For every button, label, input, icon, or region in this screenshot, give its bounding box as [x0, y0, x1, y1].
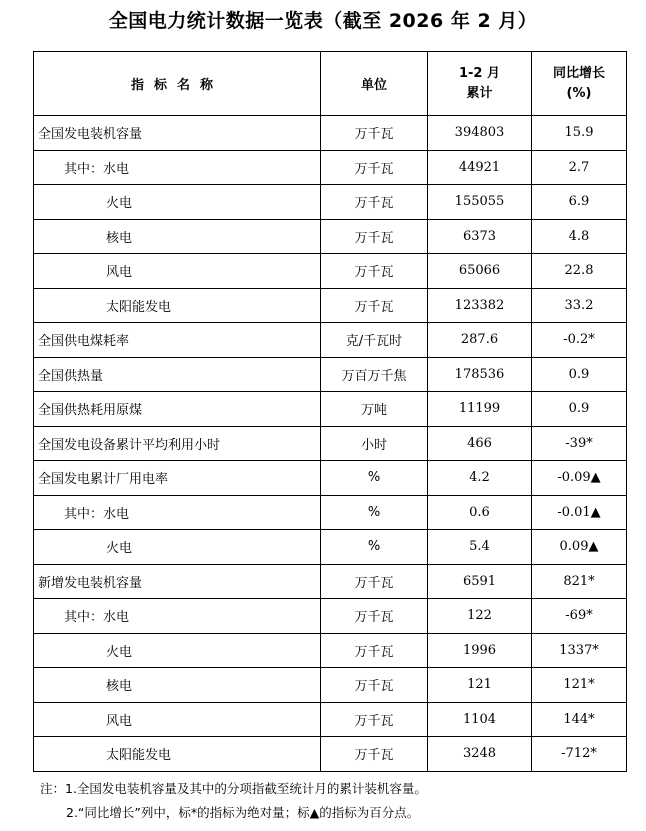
row-indicator: 其中：水电: [34, 495, 321, 530]
header-unit: 单位: [321, 52, 428, 116]
row-unit: 万千瓦: [321, 599, 428, 634]
row-indicator: 核电: [34, 219, 321, 254]
header-cumulative: 1-2 月 累计: [428, 52, 532, 116]
row-indicator: 全国供电煤耗率: [34, 323, 321, 358]
row-value: 1104: [428, 702, 532, 737]
row-unit: 万千瓦: [321, 668, 428, 703]
row-indicator: 核电: [34, 668, 321, 703]
row-unit: 万千瓦: [321, 185, 428, 220]
table-row: [34, 254, 627, 289]
row-indicator: 火电: [34, 530, 321, 565]
row-yoy: 4.8: [532, 219, 627, 254]
row-unit: 万百万千焦: [321, 357, 428, 392]
row-unit: 万千瓦: [321, 150, 428, 185]
row-unit: 小时: [321, 426, 428, 461]
row-yoy: 6.9: [532, 185, 627, 220]
row-indicator: 其中：水电: [34, 599, 321, 634]
row-yoy: 15.9: [532, 116, 627, 151]
row-indicator: 火电: [34, 633, 321, 668]
row-indicator: 新增发电装机容量: [34, 564, 321, 599]
row-value: 11199: [428, 392, 532, 427]
footnote-2: 2.“同比增长”列中，标*的指标为绝对量；标▲的指标为百分点。: [66, 805, 420, 820]
table-row: [34, 116, 627, 151]
row-value: 1996: [428, 633, 532, 668]
row-yoy: -69*: [532, 599, 627, 634]
row-value: 65066: [428, 254, 532, 289]
row-value: 466: [428, 426, 532, 461]
table-row: [34, 633, 627, 668]
row-value: 6373: [428, 219, 532, 254]
row-unit: %: [321, 530, 428, 565]
row-yoy: 121*: [532, 668, 627, 703]
row-value: 44921: [428, 150, 532, 185]
table-row: [34, 599, 627, 634]
table-row: [34, 150, 627, 185]
table-row: [34, 702, 627, 737]
page-title: 全国电力统计数据一览表（截至 2026 年 2 月）: [108, 10, 538, 32]
row-unit: 克/千瓦时: [321, 323, 428, 358]
table-row: [34, 668, 627, 703]
header-yoy-growth: 同比增长 (%): [532, 52, 627, 116]
row-yoy: 0.9: [532, 392, 627, 427]
row-value: 3248: [428, 737, 532, 772]
row-indicator: 全国发电设备累计平均利用小时: [34, 426, 321, 461]
row-value: 123382: [428, 288, 532, 323]
table-row: [34, 530, 627, 565]
table-row: [34, 288, 627, 323]
row-indicator: 风电: [34, 702, 321, 737]
table-row: [34, 737, 627, 772]
row-indicator: 太阳能发电: [34, 288, 321, 323]
table-row: [34, 219, 627, 254]
row-value: 5.4: [428, 530, 532, 565]
row-yoy: -712*: [532, 737, 627, 772]
row-unit: 万千瓦: [321, 116, 428, 151]
row-unit: 万千瓦: [321, 702, 428, 737]
row-unit: 万千瓦: [321, 254, 428, 289]
row-unit: 万千瓦: [321, 633, 428, 668]
footnote-1: 注：1.全国发电装机容量及其中的分项指截至统计月的累计装机容量。: [40, 781, 427, 796]
row-yoy: 2.7: [532, 150, 627, 185]
table-row: [34, 185, 627, 220]
row-value: 6591: [428, 564, 532, 599]
row-indicator: 火电: [34, 185, 321, 220]
table-row: [34, 323, 627, 358]
row-unit: 万千瓦: [321, 288, 428, 323]
table-row: [34, 392, 627, 427]
row-value: 4.2: [428, 461, 532, 496]
row-value: 121: [428, 668, 532, 703]
row-value: 178536: [428, 357, 532, 392]
header-indicator-name: 指标名称: [34, 52, 321, 116]
row-unit: %: [321, 461, 428, 496]
row-indicator: 风电: [34, 254, 321, 289]
row-unit: %: [321, 495, 428, 530]
row-yoy: -0.09▲: [532, 461, 627, 496]
row-indicator: 全国发电装机容量: [34, 116, 321, 151]
row-yoy: -39*: [532, 426, 627, 461]
row-indicator: 太阳能发电: [34, 737, 321, 772]
row-yoy: 1337*: [532, 633, 627, 668]
row-yoy: -0.01▲: [532, 495, 627, 530]
row-unit: 万千瓦: [321, 564, 428, 599]
row-unit: 万吨: [321, 392, 428, 427]
footnotes: [40, 777, 427, 825]
table-header-row: [34, 52, 627, 116]
row-value: 155055: [428, 185, 532, 220]
row-yoy: 33.2: [532, 288, 627, 323]
row-yoy: 144*: [532, 702, 627, 737]
statistics-table: [33, 51, 627, 772]
table-row: [34, 461, 627, 496]
row-indicator: 全国发电累计厂用电率: [34, 461, 321, 496]
row-yoy: 0.9: [532, 357, 627, 392]
row-unit: 万千瓦: [321, 219, 428, 254]
row-value: 0.6: [428, 495, 532, 530]
row-yoy: 821*: [532, 564, 627, 599]
table-row: [34, 495, 627, 530]
row-indicator: 其中：水电: [34, 150, 321, 185]
row-yoy: 22.8: [532, 254, 627, 289]
row-unit: 万千瓦: [321, 737, 428, 772]
row-value: 287.6: [428, 323, 532, 358]
table-row: [34, 426, 627, 461]
table-row: [34, 564, 627, 599]
row-value: 394803: [428, 116, 532, 151]
row-yoy: -0.2*: [532, 323, 627, 358]
row-indicator: 全国供热耗用原煤: [34, 392, 321, 427]
row-value: 122: [428, 599, 532, 634]
row-indicator: 全国供热量: [34, 357, 321, 392]
row-yoy: 0.09▲: [532, 530, 627, 565]
table-row: [34, 357, 627, 392]
